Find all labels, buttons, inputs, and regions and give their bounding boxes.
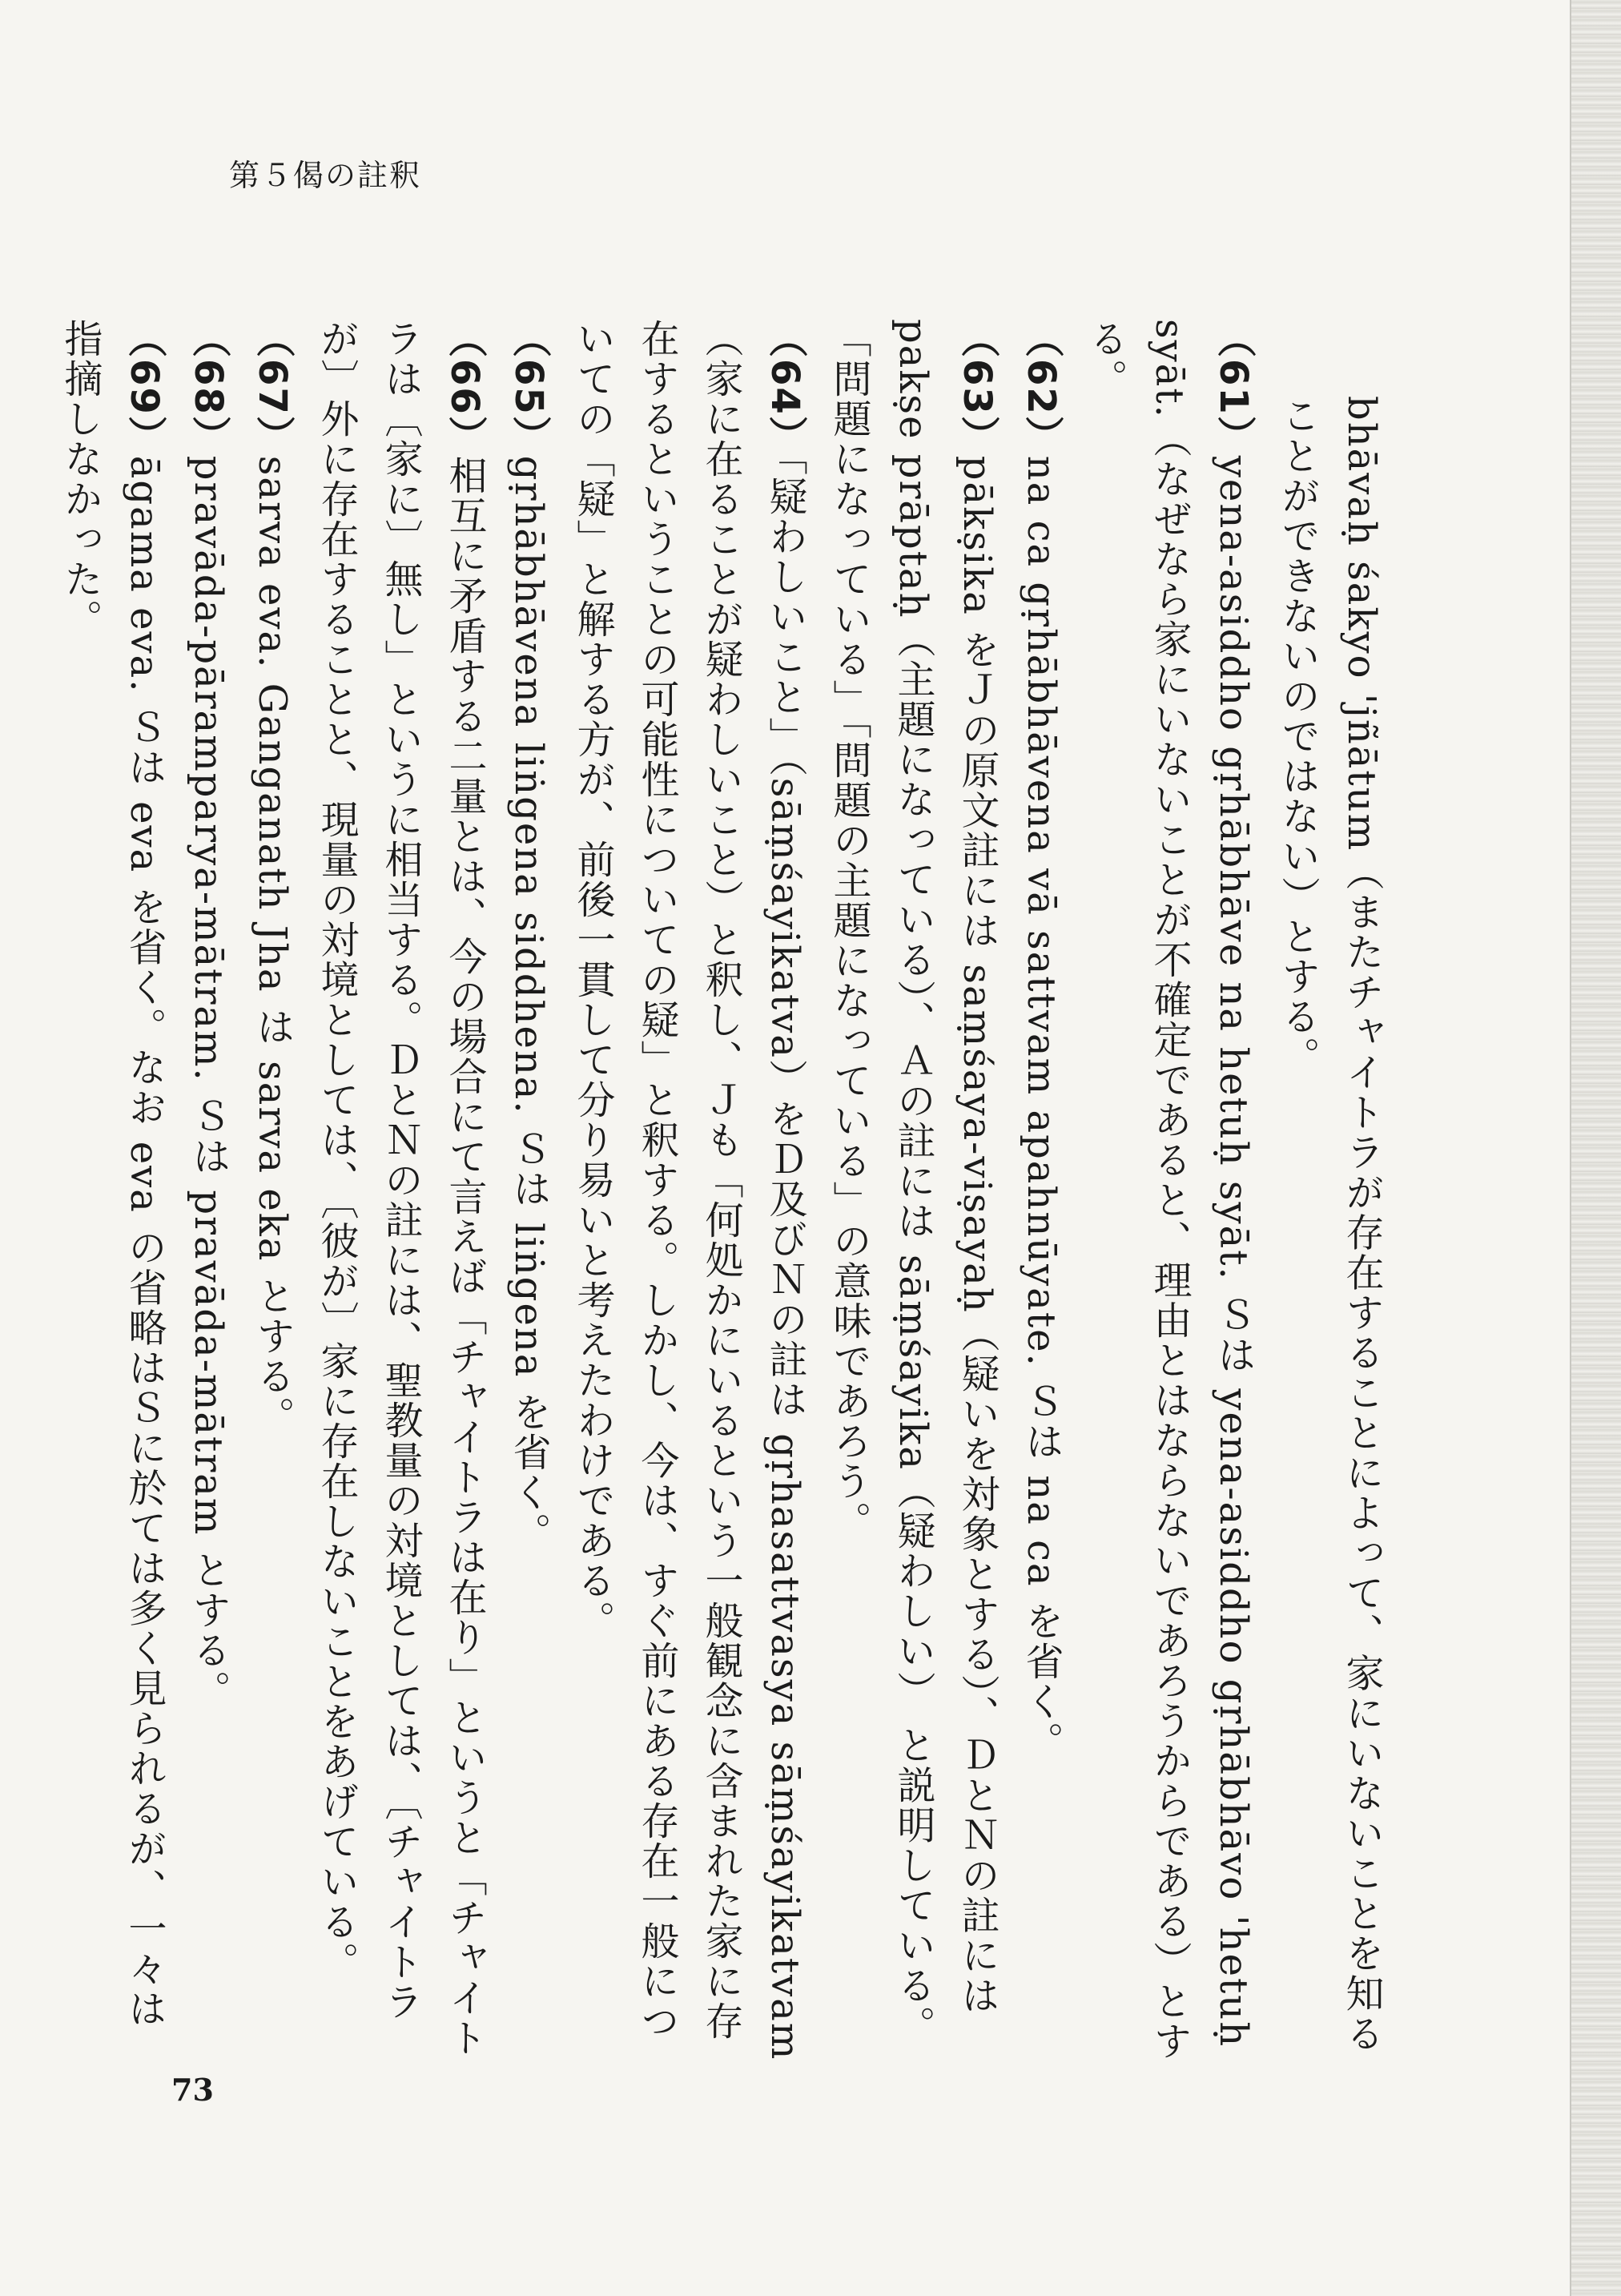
note-text: 相互に矛盾する二量とは、今の場合にて言えば「チャイトラは在り」というと「チャイトラは〔家に〕無し」というに相当する。ＤとＮの註には、聖教量の対境としては、〔チャイトラが〕外に存在することと、現量の対境としては、〔彼が〕家に存在しないことをあげている。 bbox=[314, 319, 487, 2058]
note-number: （66） bbox=[442, 319, 487, 456]
note-number: （61） bbox=[1211, 319, 1256, 456]
footnotes-block bbox=[58, 319, 1394, 2065]
note-66 bbox=[304, 319, 497, 2065]
note-number: （64） bbox=[762, 319, 807, 456]
note-69 bbox=[48, 319, 176, 2065]
page-edge bbox=[1570, 0, 1621, 2296]
note-61 bbox=[1073, 319, 1265, 2065]
note-number: （65） bbox=[506, 319, 551, 456]
note-64 bbox=[561, 319, 817, 2065]
note-63 bbox=[817, 319, 1009, 2065]
note-62 bbox=[1009, 319, 1073, 2065]
note-text: pākṣika をＪの原文註には saṃśaya-viṣayaḥ（疑いを対象とする）、ＤとＮの註には pakṣe prāptaḥ（主題になっている）、Ａの註には sāṃśayika（疑わしい） と説明している。「問題になっている」「問題の主題になっている」の意味であろう。 bbox=[827, 319, 1000, 2046]
note-number: （67） bbox=[250, 319, 295, 456]
note-number: （69） bbox=[122, 319, 167, 456]
note-number: （63） bbox=[955, 319, 1000, 456]
note-continuation: bhāvaḥ śakyo 'jñātum（またチャイトラが存在することによって、家にいないことを知ることができないのではない）とする。 bbox=[1275, 396, 1384, 2054]
note-text: gṛhābhāvena liṅgena siddhena. Ｓは liṅgena を省く。 bbox=[506, 455, 551, 1553]
note-number: （62） bbox=[1019, 319, 1064, 456]
note-number: （68） bbox=[186, 319, 231, 456]
note-text: 「疑わしいこと」（sāṃśayikatva）をＤ及びＮの註は gṛhasattvasya sāṃśayikatvam（家に在ることが疑わしいこと）と釈し、Ｊも「何処かにいるという一般観念に含まれた家に存在するということの可能性についての疑」と釈する。しかし、今は、すぐ前にある存在一般についての「疑」と解する方が、前後一貫して分り易いと考えたわけである。 bbox=[570, 319, 807, 2061]
note-67 bbox=[240, 319, 304, 2065]
note-text: pravāda-pāramparya-mātram. Ｓは pravāda-mātram とする。 bbox=[186, 455, 231, 1710]
note-text: āgama eva. Ｓは eva を省く。なお eva の省略はＳに於ては多く見られるが、一々は指摘しなかった。 bbox=[58, 319, 167, 2029]
note-text: yena-asiddho gṛhābhāve na hetuḥ syāt. Ｓは yena-asiddho gṛhābhāvo 'hetuḥ syāt.（なぜなら家にいないことが不確定であると、理由とはならないであろうからである）とする。 bbox=[1083, 319, 1256, 2061]
note-68 bbox=[176, 319, 240, 2065]
note-text: na ca gṛhābhāvena vā sattvam apahnūyate. Ｓは na ca を省く。 bbox=[1019, 455, 1064, 1762]
note-65 bbox=[497, 319, 561, 2065]
running-head: 第５偈の註釈 bbox=[229, 158, 422, 193]
note-text: sarva eva. Ganganath Jha は sarva eka とする。 bbox=[250, 455, 295, 1436]
page-number: 73 bbox=[171, 2072, 214, 2108]
